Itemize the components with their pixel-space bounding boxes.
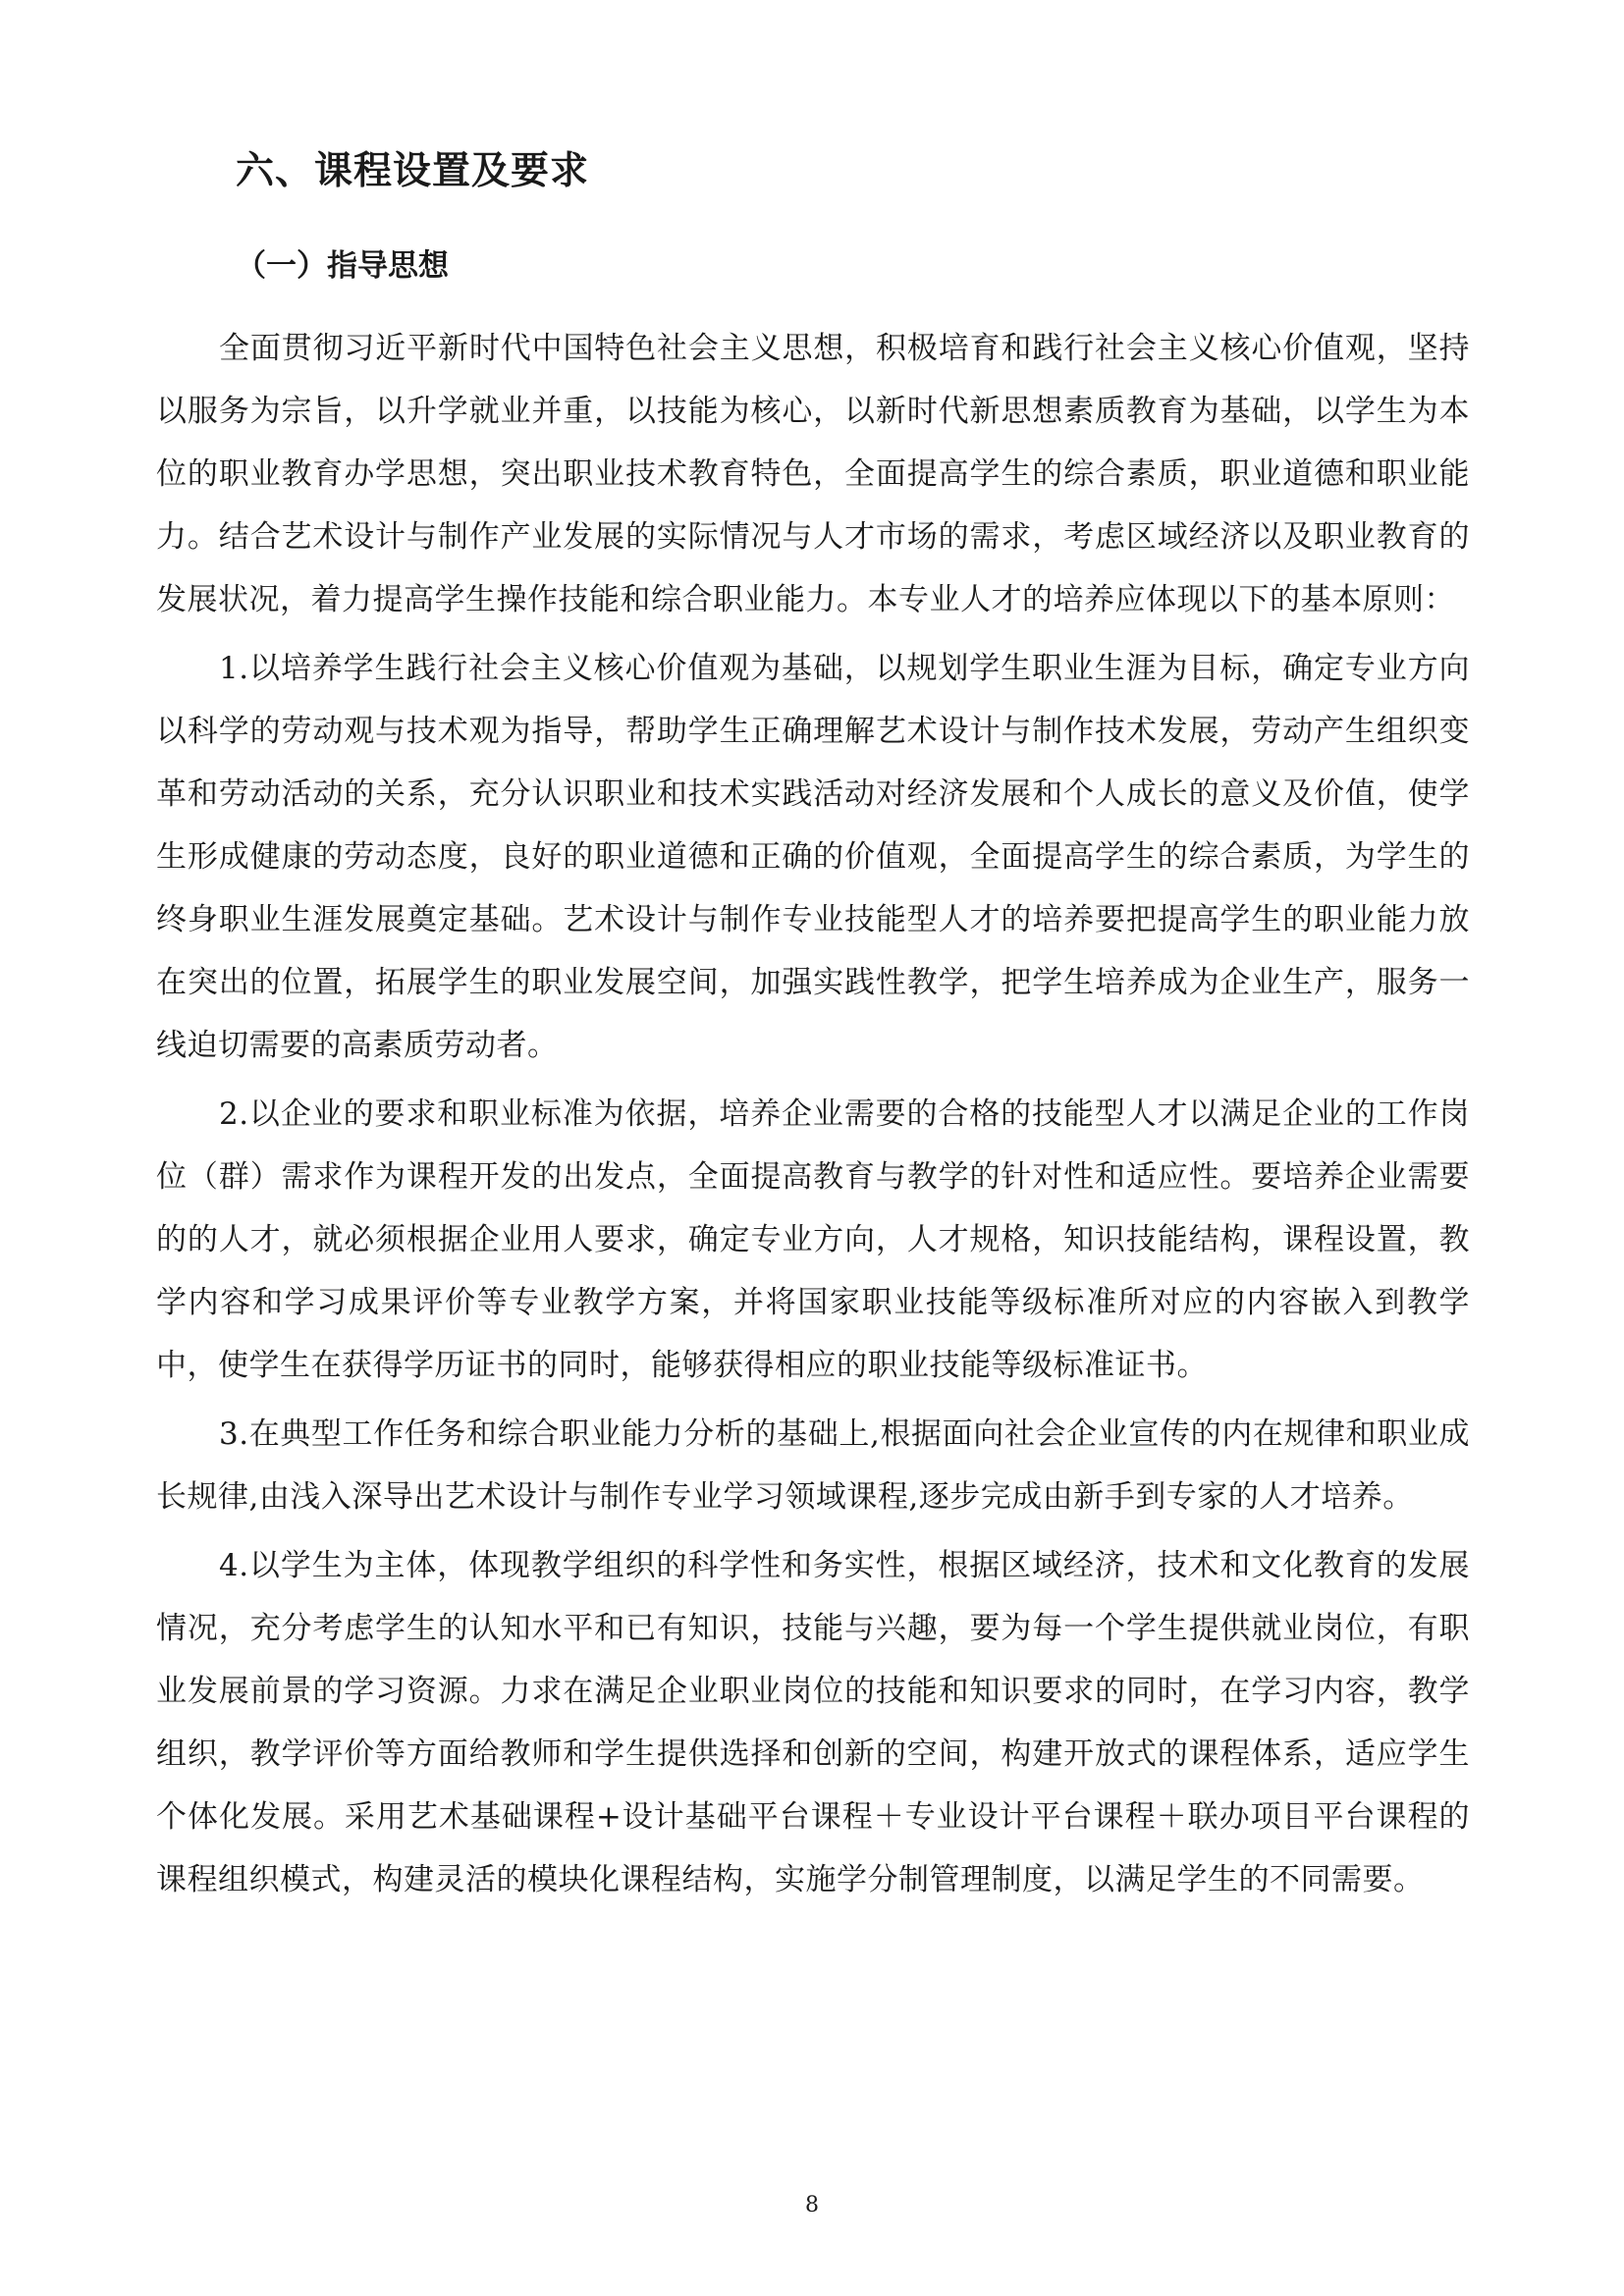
body-text [156,317,1470,1917]
paragraph-principle-3: 3.在典型工作任务和综合职业能力分析的基础上,根据面向社会企业宣传的内在规律和职业成长规律,由浅入深导出艺术设计与制作专业学习领域课程,逐步完成由新手到专家的人才培养。 [156,1416,1470,1515]
paragraph-intro: 全面贯彻习近平新时代中国特色社会主义思想，积极培育和践行社会主义核心价值观，坚持以服务为宗旨，以升学就业并重，以技能为核心，以新时代新思想素质教育为基础，以学生为本位的职业教育办学思想，突出职业技术教育特色，全面提高学生的综合素质，职业道德和职业能力。结合艺术设计与制作产业发展的实际情况与人才市场的需求，考虑区域经济以及职业教育的发展状况，着力提高学生操作技能和综合职业能力。本专业人才的培养应体现以下的基本原则： [156,331,1470,617]
paragraph-principle-4: 4.以学生为主体，体现教学组织的科学性和务实性，根据区域经济，技术和文化教育的发展情况，充分考虑学生的认知水平和已有知识，技能与兴趣，要为每一个学生提供就业岗位，有职业发展前景的学习资源。力求在满足企业职业岗位的技能和知识要求的同时，在学习内容，教学组织，教学评价等方面给教师和学生提供选择和创新的空间，构建开放式的课程体系，适应学生个体化发展。采用艺术基础课程+设计基础平台课程＋专业设计平台课程＋联办项目平台课程的课程组织模式，构建灵活的模块化课程结构，实施学分制管理制度，以满足学生的不同需要。 [156,1548,1470,1897]
page-number: 8 [805,2193,819,2217]
paragraph-principle-1: 1.以培养学生践行社会主义核心价值观为基础，以规划学生职业生涯为目标，确定专业方向以科学的劳动观与技术观为指导，帮助学生正确理解艺术设计与制作技术发展，劳动产生组织变革和劳动活动的关系，充分认识职业和技术实践活动对经济发展和个人成长的意义及价值，使学生形成健康的劳动态度，良好的职业道德和正确的价值观，全面提高学生的综合素质，为学生的终身职业生涯发展奠定基础。艺术设计与制作专业技能型人才的培养要把提高学生的职业能力放在突出的位置，拓展学生的职业发展空间，加强实践性教学，把学生培养成为企业生产，服务一线迫切需要的高素质劳动者。 [156,651,1470,1063]
paragraph-principle-2: 2.以企业的要求和职业标准为依据，培养企业需要的合格的技能型人才以满足企业的工作岗位（群）需求作为课程开发的出发点，全面提高教育与教学的针对性和适应性。要培养企业需要的的人才，就必须根据企业用人要求，确定专业方向，人才规格，知识技能结构，课程设置，教学内容和学习成果评价等专业教学方案，并将国家职业技能等级标准所对应的内容嵌入到教学中，使学生在获得学历证书的同时，能够获得相应的职业技能等级标准证书。 [156,1096,1470,1383]
section-title: 六、课程设置及要求 [236,149,590,193]
subsection-title: （一）指导思想 [236,248,449,284]
